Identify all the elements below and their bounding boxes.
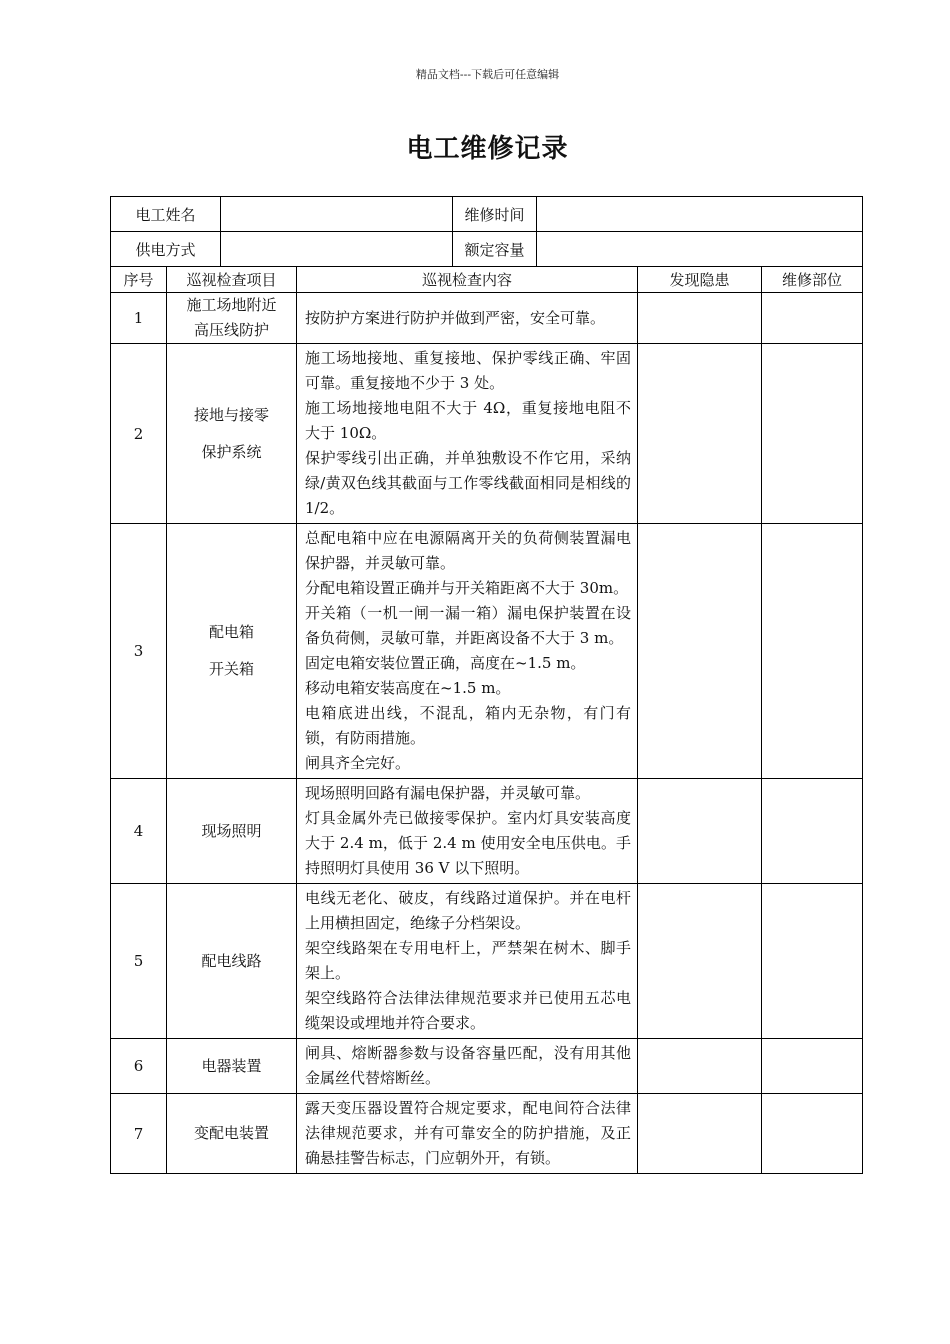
hazard-found-field[interactable]	[638, 344, 762, 524]
repair-location-field[interactable]	[762, 524, 863, 779]
content-paragraph: 灯具金属外壳已做接零保护。室内灯具安装高度大于 2.4 m，低于 2.4 m 使用安全电压供电。手持照明灯具使用 36 V 以下照明。	[305, 809, 632, 877]
col-header-item: 巡视检查项目	[167, 267, 297, 293]
inspection-item	[167, 1094, 297, 1174]
content-paragraph: 电线无老化、破皮，有线路过道保护。并在电杆上用横担固定，绝缘子分档架设。	[305, 889, 632, 932]
inspection-content	[297, 884, 638, 1039]
row-number: 4	[111, 779, 167, 884]
inspection-content	[297, 779, 638, 884]
table-row	[111, 779, 863, 884]
content-paragraph: 施工场地接地电阻不大于 4Ω，重复接地电阻不大于 10Ω。	[305, 399, 632, 442]
inspection-item-line: 配电线路	[201, 951, 262, 970]
hazard-found-field[interactable]	[638, 884, 762, 1039]
inspection-content	[297, 1039, 638, 1094]
inspection-item	[167, 779, 297, 884]
inspection-content	[297, 293, 638, 344]
table-row	[111, 293, 863, 344]
hazard-found-field[interactable]	[638, 1094, 762, 1174]
electrician-name-label: 电工姓名	[111, 197, 221, 232]
inspection-item	[167, 884, 297, 1039]
table-row	[111, 344, 863, 524]
row-number: 7	[111, 1094, 167, 1174]
inspection-item-line: 开关箱	[209, 660, 255, 678]
content-paragraph: 施工场地接地、重复接地、保护零线正确、牢固可靠。重复接地不少于 3 处。	[305, 349, 632, 392]
inspection-item-line: 电器装置	[201, 1056, 262, 1075]
col-header-no: 序号	[111, 267, 167, 293]
inspection-item-line: 保护系统	[201, 442, 262, 461]
repair-location-field[interactable]	[762, 779, 863, 884]
content-paragraph: 闸具齐全完好。	[305, 754, 411, 772]
info-row	[111, 232, 863, 267]
inspection-item-line: 变配电装置	[194, 1124, 270, 1142]
table-row	[111, 1039, 863, 1094]
hazard-found-field[interactable]	[638, 524, 762, 779]
hazard-found-field[interactable]	[638, 293, 762, 344]
repair-time-label: 维修时间	[453, 197, 537, 232]
content-paragraph: 闸具、熔断器参数与设备容量匹配，没有用其他金属丝代替熔断丝。	[305, 1044, 632, 1087]
repair-location-field[interactable]	[762, 1094, 863, 1174]
table-row	[111, 524, 863, 779]
repair-location-field[interactable]	[762, 1039, 863, 1094]
row-number: 1	[111, 293, 167, 344]
inspection-item	[167, 344, 297, 524]
col-header-content: 巡视检查内容	[297, 267, 638, 293]
content-paragraph: 现场照明回路有漏电保护器，并灵敏可靠。	[305, 784, 591, 802]
inspection-item	[167, 293, 297, 344]
inspection-item-line: 配电箱	[209, 623, 255, 641]
header-note: 精品文档---下载后可任意编辑	[415, 68, 560, 81]
repair-location-field[interactable]	[762, 884, 863, 1039]
row-number: 2	[111, 344, 167, 524]
content-paragraph: 总配电箱中应在电源隔离开关的负荷侧装置漏电保护器，并灵敏可靠。	[305, 529, 632, 572]
content-paragraph: 架空线路架在专用电杆上，严禁架在树木、脚手架上。	[305, 939, 632, 982]
content-paragraph: 移动电箱安装高度在~1.5 m。	[305, 679, 511, 697]
repair-location-field[interactable]	[762, 293, 863, 344]
page-title: 电工维修记录	[406, 134, 569, 164]
inspection-content	[297, 524, 638, 779]
hazard-found-field[interactable]	[638, 779, 762, 884]
row-number: 6	[111, 1039, 167, 1094]
table-row	[111, 884, 863, 1039]
col-header-hazard: 发现隐患	[638, 267, 762, 293]
inspection-item-line: 高压线防护	[194, 321, 270, 339]
col-header-repair: 维修部位	[762, 267, 863, 293]
maintenance-record-table	[110, 196, 863, 1174]
inspection-item	[167, 524, 297, 779]
content-paragraph: 开关箱（一机一闸一漏一箱）漏电保护装置在设备负荷侧，灵敏可靠，并距离设备不大于 3 m。	[305, 604, 632, 647]
rated-capacity-field[interactable]	[537, 232, 863, 267]
content-paragraph: 按防护方案进行防护并做到严密，安全可靠。	[305, 308, 606, 327]
content-paragraph: 分配电箱设置正确并与开关箱距离不大于 30m。	[305, 579, 629, 597]
content-paragraph: 架空线路符合法律法律规范要求并已使用五芯电缆架设或埋地并符合要求。	[305, 989, 632, 1032]
inspection-content	[297, 1094, 638, 1174]
content-paragraph: 保护零线引出正确，并单独敷设不作它用，采纳绿/黄双色线其截面与工作零线截面相同是相线的 1/2。	[305, 449, 632, 517]
row-number: 5	[111, 884, 167, 1039]
content-paragraph: 露天变压器设置符合规定要求，配电间符合法律法律规范要求，并有可靠安全的防护措施，及正确悬挂警告标志，门应朝外开，有锁。	[305, 1099, 632, 1167]
content-paragraph: 固定电箱安装位置正确，高度在~1.5 m。	[305, 654, 586, 672]
inspection-item	[167, 1039, 297, 1094]
rated-capacity-label: 额定容量	[453, 232, 537, 267]
repair-location-field[interactable]	[762, 344, 863, 524]
info-row	[111, 197, 863, 232]
table-row	[111, 1094, 863, 1174]
repair-time-field[interactable]	[537, 197, 863, 232]
power-supply-field[interactable]	[221, 232, 453, 267]
electrician-name-field[interactable]	[221, 197, 453, 232]
hazard-found-field[interactable]	[638, 1039, 762, 1094]
inspection-item-line: 现场照明	[201, 821, 262, 840]
content-paragraph: 电箱底进出线，不混乱，箱内无杂物，有门有锁，有防雨措施。	[305, 704, 632, 747]
row-number: 3	[111, 524, 167, 779]
inspection-content	[297, 344, 638, 524]
inspection-item-line: 施工场地附近	[186, 296, 277, 314]
column-header-row	[111, 267, 863, 293]
inspection-item-line: 接地与接零	[194, 405, 270, 424]
power-supply-label: 供电方式	[111, 232, 221, 267]
